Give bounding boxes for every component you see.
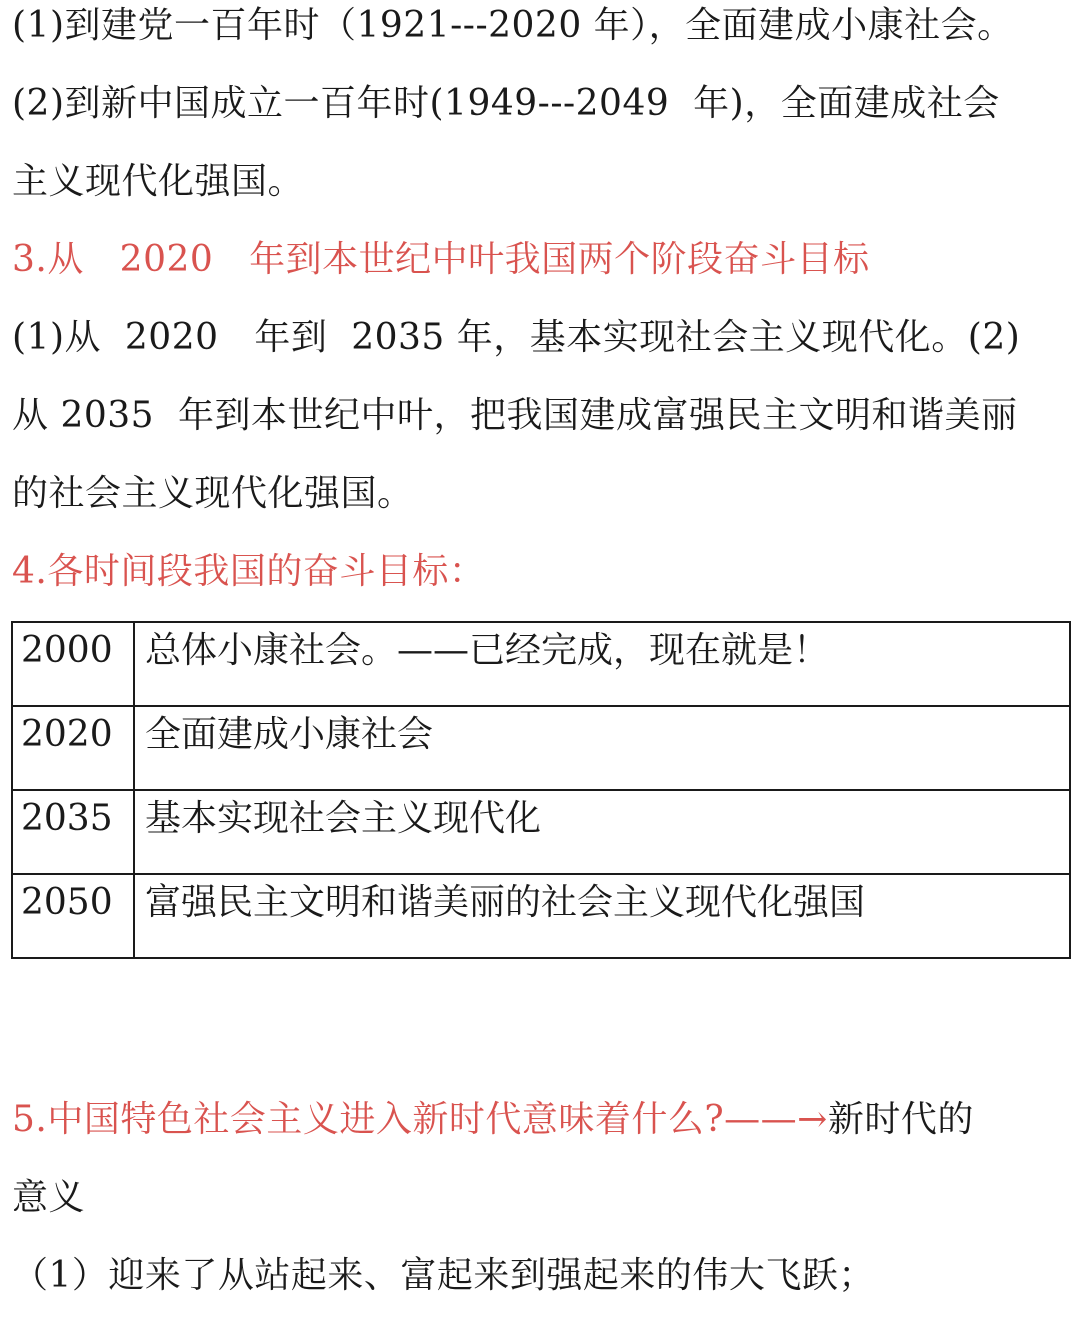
- paragraph-two-stages-cont: 从 2035 年到本世纪中叶，把我国建成富强民主文明和谐美丽: [12, 395, 1018, 436]
- section-heading-4: 4.各时间段我国的奋斗目标：: [12, 551, 486, 592]
- table-row: [12, 874, 1070, 958]
- paragraph-goal-2049: (2)到新中国成立一百年时(1949---2049 年)，全面建成社会: [12, 83, 1000, 124]
- table-row: [12, 706, 1070, 790]
- table-row: [12, 790, 1070, 874]
- table-cell-year: 2050: [12, 874, 134, 958]
- table-cell-goal: 基本实现社会主义现代化: [134, 790, 1070, 874]
- section-heading-5-tail: 新时代的: [827, 1099, 974, 1140]
- goals-table: [11, 621, 1071, 959]
- section-heading-5: [12, 1098, 974, 1142]
- paragraph-goal-2020: (1)到建党一百年时（1921---2020 年），全面建成小康社会。: [12, 5, 1014, 46]
- table-row: [12, 622, 1070, 706]
- paragraph-goal-2049-cont: 主义现代化强国。: [12, 161, 305, 202]
- table-cell-goal: 总体小康社会。——已经完成，现在就是！: [134, 622, 1070, 706]
- paragraph-meaning: 意义: [12, 1177, 86, 1218]
- paragraph-two-stages-end: 的社会主义现代化强国。: [12, 473, 414, 514]
- section-heading-5-question: 5.中国特色社会主义进入新时代意味着什么?——→: [12, 1099, 828, 1140]
- paragraph-leap: （1）迎来了从站起来、富起来到强起来的伟大飞跃；: [12, 1255, 875, 1296]
- table-cell-goal: 富强民主文明和谐美丽的社会主义现代化强国: [134, 874, 1070, 958]
- table-cell-year: 2020: [12, 706, 134, 790]
- paragraph-two-stages: (1)从 2020 年到 2035 年，基本实现社会主义现代化。(2): [12, 317, 1021, 358]
- section-heading-3: 3.从 2020 年到本世纪中叶我国两个阶段奋斗目标: [12, 239, 870, 280]
- table-cell-year: 2000: [12, 622, 134, 706]
- table-cell-goal: 全面建成小康社会: [134, 706, 1070, 790]
- table-cell-year: 2035: [12, 790, 134, 874]
